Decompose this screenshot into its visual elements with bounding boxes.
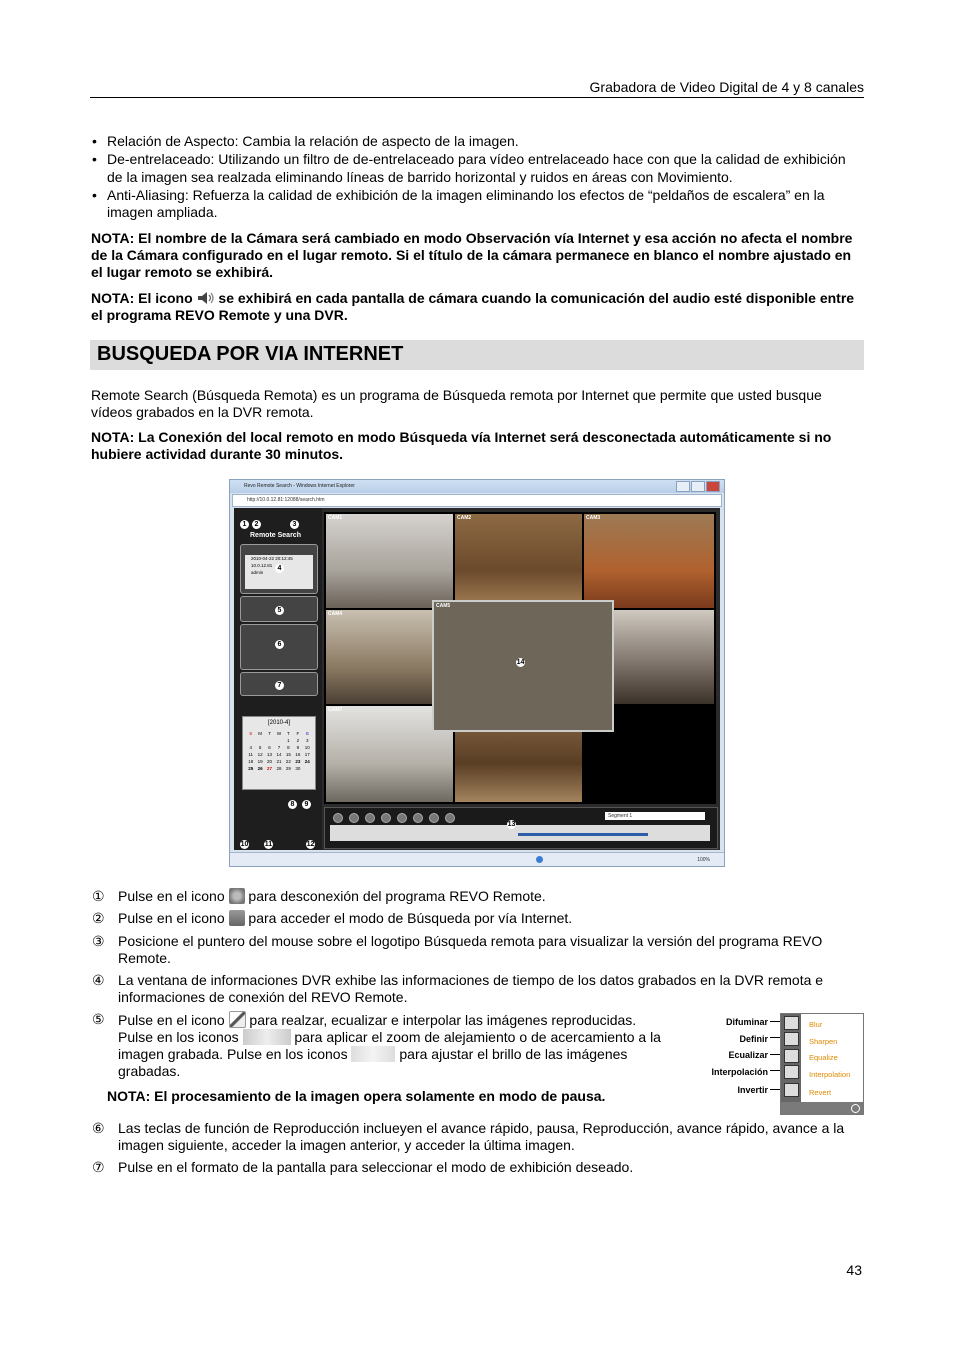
calendar-date[interactable]: 26 <box>257 766 263 771</box>
calendar-date[interactable]: 8 <box>287 745 290 750</box>
note-audio-before: NOTA: El icono <box>91 290 193 306</box>
step-text: para desconexión del programa REVO Remote. <box>248 888 546 904</box>
intro-paragraph: Remote Search (Búsqueda Remota) es un programa de Búsqueda remota por Internet que permite que usted busque vídeos grabados en la DVR remota. <box>91 387 822 420</box>
step-2 <box>118 910 864 927</box>
calendar-grid <box>246 731 312 771</box>
bullet-list <box>90 133 862 222</box>
marker-14: 14 <box>516 659 525 666</box>
close-circle-icon[interactable] <box>851 1104 860 1113</box>
header-rule <box>90 97 864 98</box>
calendar-date[interactable] <box>265 738 274 743</box>
address-text: http://10.0.12.81:12088/search.htm <box>247 497 325 503</box>
segment-select[interactable] <box>605 812 705 820</box>
step-6: Las teclas de función de Reproducción inclueyen el avance rápido, pausa, Reproducción, avance rápido, avance a la imagen siguiente, acceder la imagen anterior, y acceder la última imagen. <box>118 1120 845 1153</box>
window-titlebar <box>230 480 724 493</box>
calendar-date[interactable]: 6 <box>268 745 271 750</box>
revert-icon[interactable] <box>784 1083 799 1097</box>
remote-search-logo[interactable]: Remote Search <box>250 532 301 539</box>
calendar-day-header: T <box>287 731 290 736</box>
search-icon <box>229 910 245 926</box>
calendar-date[interactable] <box>246 738 255 743</box>
calendar-date[interactable]: 22 <box>285 759 291 764</box>
playback-button[interactable] <box>397 813 407 823</box>
step-4: La ventana de informaciones DVR exhibe las informaciones de tiempo de los datos grabados en la DVR remota e informaciones de conexión del REVO Remote. <box>118 972 824 1005</box>
calendar-date[interactable]: 13 <box>267 752 273 757</box>
marker-9: 9 <box>302 800 311 809</box>
window-title: Revo Remote Search - Windows Internet Explorer <box>244 483 355 489</box>
step-text: para ajustar el brillo de las imágenes grabadas. <box>118 1046 628 1079</box>
calendar-date[interactable]: 18 <box>248 759 254 764</box>
camera-label: CAM4 <box>328 611 343 617</box>
step-5 <box>118 1011 663 1080</box>
bullet-item: • Anti-Aliasing: Refuerza la calidad de exhibición de la imagen eliminando los efectos de “peldaños de escalera” en la imagen ampliada. <box>90 187 862 222</box>
camera-view[interactable] <box>455 514 582 608</box>
maximize-icon[interactable] <box>691 481 705 492</box>
calendar-date[interactable]: 1 <box>287 738 290 743</box>
section-title: BUSQUEDA POR VIA INTERNET <box>97 343 404 365</box>
calendar-date[interactable]: 29 <box>285 766 291 771</box>
calendar-day-header: F <box>296 731 300 736</box>
sharpen-icon[interactable] <box>784 1032 799 1046</box>
close-icon[interactable] <box>706 481 720 492</box>
menu-label: Definir <box>739 1033 768 1044</box>
menu-label: Interpolación <box>711 1066 768 1077</box>
interpolation-icon[interactable] <box>784 1065 799 1079</box>
playback-button[interactable] <box>429 813 439 823</box>
note-pause: NOTA: El procesamiento de la imagen opera solamente en modo de pausa. <box>107 1088 606 1104</box>
menu-label: Invertir <box>737 1085 768 1095</box>
marker-5: 5 <box>275 606 284 615</box>
image-processing-menu <box>780 1013 864 1115</box>
menu-labels <box>700 1014 768 1099</box>
calendar-day-header: S <box>249 731 253 736</box>
recorded-range <box>518 833 648 836</box>
note-audio-after: se exhibirá en cada pantalla de cámara cuando la comunicación del audio esté disponible entre el programa REVO Remote y una DVR. <box>91 290 855 323</box>
step-1 <box>118 888 864 905</box>
speaker-icon <box>197 291 215 305</box>
dvr-ip: 10.0.12.81 <box>251 563 273 568</box>
calendar-date[interactable]: 11 <box>248 752 254 757</box>
left-panel <box>234 508 322 850</box>
step-number: ④ <box>92 972 105 988</box>
edit-image-icon <box>229 1011 246 1028</box>
menu-footer <box>781 1102 863 1114</box>
playback-button[interactable] <box>333 813 343 823</box>
calendar-day-header: T <box>268 731 271 736</box>
playback-button[interactable] <box>445 813 455 823</box>
calendar-date[interactable]: 25 <box>248 766 254 771</box>
marker-4: 4 <box>275 564 284 573</box>
calendar-date[interactable]: 30 <box>295 766 301 771</box>
step-number: ⑤ <box>92 1011 105 1027</box>
step-number: ⑥ <box>92 1120 105 1136</box>
calendar-date[interactable]: 17 <box>304 752 310 757</box>
step-number: ② <box>92 910 105 926</box>
calendar-date[interactable]: 4 <box>249 745 252 750</box>
note-camera-name: NOTA: El nombre de la Cámara será cambiado en modo Observación vía Internet y esa acción no afecta el nombre de la Cámara configurado en el lugar remoto. Si el título de la cámara permanece en blanco el nombre ajustado en el lugar remoto se exhibirá. <box>91 230 853 280</box>
marker-2: 2 <box>252 520 261 529</box>
calendar-date[interactable]: 9 <box>296 745 300 750</box>
step-text: para realzar, ecualizar e interpolar las imágenes reproducidas. Pulse en los iconos <box>118 1012 637 1045</box>
step-text: para aplicar el zoom de alejamiento o de acercamiento a la imagen grabada. Pulse en los iconos <box>118 1029 661 1062</box>
zoom-icons <box>243 1029 291 1045</box>
blur-icon[interactable] <box>784 1016 799 1030</box>
step-text: Pulse en el icono <box>118 1012 225 1028</box>
step-3: Posicione el puntero del mouse sobre el logotipo Búsqueda remota para visualizar la versión del programa REVO Remote. <box>118 933 823 966</box>
calendar[interactable] <box>242 716 316 790</box>
calendar-date[interactable]: 10 <box>304 745 310 750</box>
playback-controls-box[interactable] <box>240 624 318 670</box>
marker-3: 3 <box>290 520 299 529</box>
dvr-user: admin <box>251 570 264 575</box>
menu-item-revert[interactable]: Revert <box>809 1088 832 1097</box>
calendar-title: [2010-4] <box>267 720 291 726</box>
camera-label: CAM3 <box>586 515 601 521</box>
timeline-bar[interactable] <box>330 825 710 841</box>
menu-icon-column <box>781 1014 801 1102</box>
calendar-date[interactable] <box>303 766 312 771</box>
image-tools-box[interactable] <box>240 596 318 622</box>
zoom-camera-view[interactable] <box>432 600 614 732</box>
segment-value: Segment 1 <box>608 813 633 819</box>
calendar-date[interactable]: 14 <box>276 752 282 757</box>
camera-grid <box>324 512 716 804</box>
step-number: ⑦ <box>92 1159 105 1175</box>
menu-item-equalize[interactable]: Equalize <box>809 1053 838 1062</box>
calendar-day-header: W <box>276 731 282 736</box>
calendar-date[interactable]: 20 <box>267 759 273 764</box>
step-text: Pulse en el icono <box>118 888 225 904</box>
calendar-date[interactable]: 23 <box>295 759 301 764</box>
calendar-date[interactable]: 19 <box>257 759 263 764</box>
browser-statusbar <box>230 852 724 867</box>
note-timeout: NOTA: La Conexión del local remoto en modo Búsqueda vía Internet será desconectada automáticamente si no hubiere actividad durante 30 minutos. <box>91 429 832 462</box>
menu-label: Difuminar <box>725 1017 768 1027</box>
calendar-date[interactable]: 15 <box>285 752 291 757</box>
bullet-item: • Relación de Aspecto: Cambia la relación de aspecto de la imagen. <box>90 133 862 151</box>
app-area <box>234 508 720 850</box>
calendar-date[interactable]: 27 <box>267 766 273 771</box>
marker-8: 8 <box>288 800 297 809</box>
disconnect-icon <box>229 888 245 904</box>
menu-items <box>809 1017 850 1102</box>
playback-button[interactable] <box>413 813 423 823</box>
calendar-date[interactable]: 3 <box>306 738 309 743</box>
calendar-date[interactable]: 21 <box>276 759 282 764</box>
calendar-date[interactable]: 28 <box>276 766 282 771</box>
timeline-panel[interactable] <box>324 807 718 849</box>
bullet-item: • De-entrelaceado: Utilizando un filtro de de-entrelaceado para vídeo entrelaceado hace con que la calidad de exhibición de la imagen sea realzada eliminando líneas de barrido horizontal y ruidos en áreas con Movimiento. <box>90 151 862 186</box>
marker-13: 13 <box>507 821 516 828</box>
calendar-date[interactable] <box>274 738 283 743</box>
playback-button[interactable] <box>365 813 375 823</box>
equalize-icon[interactable] <box>784 1049 799 1063</box>
playback-button[interactable] <box>349 813 359 823</box>
camera-view[interactable] <box>584 514 714 608</box>
step-text: Pulse en el icono <box>118 910 225 926</box>
calendar-date[interactable]: 12 <box>257 752 263 757</box>
dvr-info-window <box>240 544 318 594</box>
camera-label: CAM2 <box>457 515 472 521</box>
playback-button[interactable] <box>381 813 391 823</box>
marker-11: 11 <box>264 841 273 848</box>
calendar-date[interactable]: 2 <box>296 738 300 743</box>
calendar-date[interactable]: 5 <box>258 745 262 750</box>
minimize-icon[interactable] <box>676 481 690 492</box>
marker-6: 6 <box>275 640 284 649</box>
calendar-day-header: M <box>258 731 262 736</box>
marker-10: 10 <box>240 841 249 848</box>
menu-item-interpolation[interactable]: Interpolation <box>809 1069 851 1079</box>
step-7: Pulse en el formato de la pantalla para seleccionar el modo de exhibición deseado. <box>118 1159 634 1175</box>
dvr-date: 2010-04-22 20:12:45 <box>251 556 293 561</box>
calendar-date[interactable]: 16 <box>295 752 301 757</box>
globe-icon <box>536 856 543 863</box>
page-header: Grabadora de Video Digital de 4 y 8 canales <box>589 79 864 95</box>
camera-view[interactable] <box>326 514 453 608</box>
calendar-date[interactable]: 7 <box>277 745 281 750</box>
calendar-day-header: S <box>305 731 309 736</box>
address-bar[interactable] <box>232 494 722 507</box>
camera-label: CAM1 <box>328 515 343 521</box>
calendar-date[interactable] <box>255 738 264 743</box>
camera-label: CAM5 <box>436 603 451 609</box>
marker-12: 12 <box>306 841 315 848</box>
camera-label: CAM7 <box>328 707 343 713</box>
menu-item-sharpen[interactable]: Sharpen <box>809 1036 838 1046</box>
screen-format-box[interactable] <box>240 672 318 696</box>
calendar-date[interactable]: 24 <box>304 759 310 764</box>
step-number: ③ <box>92 933 105 949</box>
brightness-icons <box>351 1046 395 1062</box>
menu-label: Ecualizar <box>728 1050 768 1060</box>
marker-7: 7 <box>275 681 284 690</box>
step-text: para acceder el modo de Búsqueda por vía Internet. <box>248 910 573 926</box>
zoom-level[interactable]: 100% <box>697 857 710 863</box>
remote-search-screenshot <box>229 479 725 867</box>
page-number: 43 <box>846 1262 862 1278</box>
marker-1: 1 <box>240 520 249 529</box>
menu-item-blur[interactable]: Blur <box>809 1020 823 1029</box>
step-number: ① <box>92 888 105 904</box>
note-audio <box>91 290 863 324</box>
